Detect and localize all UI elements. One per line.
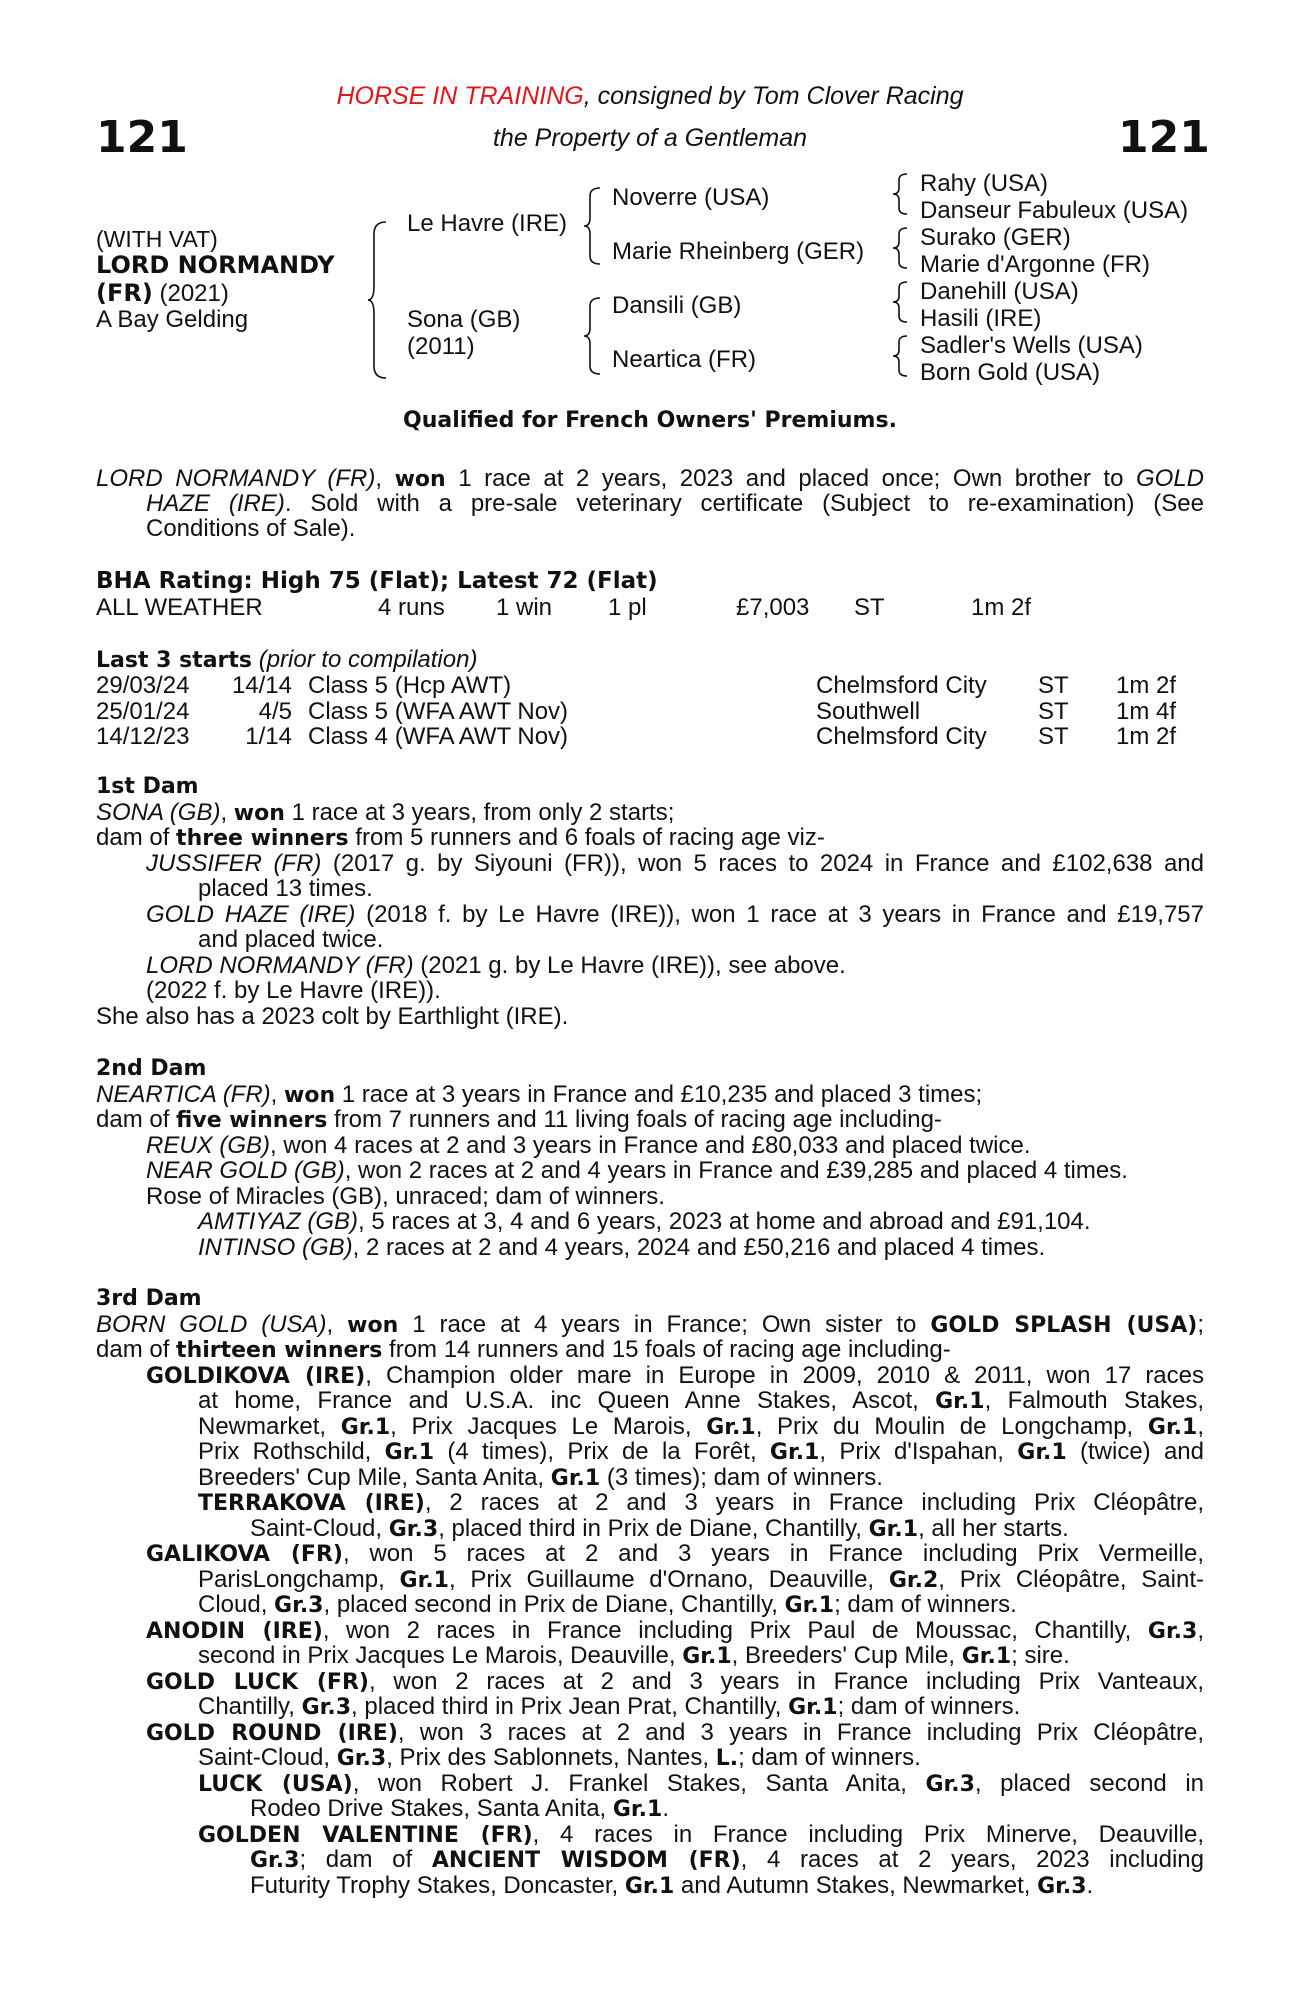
pedigree-brace-g1 (893, 172, 911, 216)
pedigree-sire: Le Havre (IRE) (407, 210, 568, 237)
rating-distance: 1m 2f (971, 594, 1032, 621)
start-distance: 1m 2f (1116, 723, 1177, 750)
pedigree-brace-main (368, 220, 390, 380)
dam1-title: 1st Dam (96, 774, 199, 799)
start-date: 14/12/23 (96, 723, 190, 750)
galikova-line-1: GALIKOVA (FR), won 5 races at 2 and 3 years in France including Prix Vermeille, (146, 1540, 1205, 1567)
galikova-line-2: ParisLongchamp, Gr.1, Prix Guillaume d'Ornano, Deauville, Gr.2, Prix Cléopâtre, Saint- (198, 1566, 1204, 1593)
property-header: the Property of a Gentleman (492, 124, 808, 152)
dam1-line-1: SONA (GB), won 1 race at 3 years, from only 2 starts; (96, 799, 675, 826)
goldround-line-2: Saint-Cloud, Gr.3, Prix des Sablonnets, Nantes, L.; dam of winners. (198, 1744, 921, 1771)
luck-usa-line-2: Rodeo Drive Stakes, Santa Anita, Gr.1. (250, 1795, 669, 1822)
start-position: 4/5 (258, 697, 292, 725)
anodin-line-1: ANODIN (IRE), won 2 races in France including Prix Paul de Moussac, Chantilly, Gr.3, (146, 1617, 1204, 1644)
start-race: Class 4 (WFA AWT Nov) (308, 723, 569, 750)
rating-wins: 1 win (496, 594, 553, 621)
pedigree-g3: Surako (GER) (920, 224, 1071, 251)
dam1-line-3: JUSSIFER (FR) (2017 g. by Siyouni (FR)), won 5 races to 2024 in France and £102,638 and (146, 850, 1204, 877)
start-course: Chelmsford City (816, 723, 987, 750)
dam1-line-7: LORD NORMANDY (FR) (2021 g. by Le Havre (IRE)), see above. (146, 952, 846, 979)
goldround-line-1: GOLD ROUND (IRE), won 3 races at 2 and 3 years in France including Prix Cléopâtre, (146, 1719, 1204, 1746)
start-date: 29/03/24 (96, 672, 190, 699)
dam2-line-3: REUX (GB), won 4 races at 2 and 3 years in France and £80,033 and placed twice. (146, 1132, 1031, 1159)
last-starts-title: Last 3 starts (prior to compilation) (96, 646, 478, 673)
dam2-title: 2nd Dam (96, 1056, 207, 1081)
goldluck-line-1: GOLD LUCK (FR), won 2 races at 2 and 3 years in France including Prix Vanteaux, (146, 1668, 1204, 1695)
galikova-line-3: Cloud, Gr.3, placed second in Prix de Diane, Chantilly, Gr.1; dam of winners. (198, 1591, 1017, 1618)
dam1-line-6: and placed twice. (198, 926, 384, 953)
pedigree-brace-g2 (893, 226, 911, 270)
golden-valentine-line-2: Gr.3; dam of ANCIENT WISDOM (FR), 4 races at 2 years, 2023 including (250, 1846, 1204, 1873)
dam1-line-5: GOLD HAZE (IRE) (2018 f. by Le Havre (IRE)), won 1 race at 3 years in France and £19,757 (146, 901, 1205, 928)
start-distance: 1m 4f (1116, 697, 1177, 725)
intro-line-3: Conditions of Sale). (146, 515, 356, 542)
goldikova-line-4: Prix Rothschild, Gr.1 (4 times), Prix de la Forêt, Gr.1, Prix d'Ispahan, Gr.1 (twice) and (198, 1438, 1205, 1465)
goldluck-line-2: Chantilly, Gr.3, placed third in Prix Jean Prat, Chantilly, Gr.1; dam of winners. (198, 1693, 1021, 1720)
start-going: ST (1038, 697, 1069, 725)
pedigree-g6: Hasili (IRE) (920, 305, 1042, 332)
rating-going: ST (854, 594, 885, 621)
lot-number-right: 121 (1118, 112, 1210, 163)
pedigree-dam-year: (2011) (407, 333, 475, 360)
rating-placed: 1 pl (608, 594, 647, 621)
golden-valentine-line-3: Futurity Trophy Stakes, Doncaster, Gr.1 and Autumn Stakes, Newmarket, Gr.3. (250, 1872, 1094, 1899)
dam2-line-5: Rose of Miracles (GB), unraced; dam of winners. (146, 1183, 665, 1210)
start-position: 1/14 (245, 723, 292, 750)
dam3-line-2: dam of thirteen winners from 14 runners and 15 foals of racing age including- (96, 1336, 951, 1363)
pedigree-g8: Born Gold (USA) (920, 359, 1101, 386)
dam2-line-4: NEAR GOLD (GB), won 2 races at 2 and 4 years in France and £39,285 and placed 4 times. (146, 1157, 1128, 1184)
start-going: ST (1038, 723, 1069, 750)
dam1-line-4: placed 13 times. (198, 875, 373, 902)
dam2-line-2: dam of five winners from 7 runners and 11 living foals of racing age including- (96, 1106, 942, 1133)
vat-note: (WITH VAT) (96, 226, 218, 252)
pedigree-brace-g4 (893, 334, 911, 378)
start-race: Class 5 (WFA AWT Nov) (308, 697, 569, 725)
consignment-header: HORSE IN TRAINING, consigned by Tom Clover Racing (336, 82, 964, 110)
start-distance: 1m 2f (1116, 672, 1177, 699)
goldikova-line-3: Newmarket, Gr.1, Prix Jacques Le Marois, Gr.1, Prix du Moulin de Longchamp, Gr.1, (198, 1413, 1204, 1440)
dam1-line-8: (2022 f. by Le Havre (IRE)). (146, 977, 441, 1004)
start-course: Southwell (816, 697, 921, 725)
horse-description: A Bay Gelding (96, 306, 249, 333)
pedigree-brace-g3 (893, 280, 911, 324)
pedigree-dam-dam: Neartica (FR) (612, 346, 757, 373)
dam1-line-9: She also has a 2023 colt by Earthlight (IRE). (96, 1003, 569, 1030)
pedigree-brace-sire (584, 186, 604, 266)
golden-valentine-line-1: GOLDEN VALENTINE (FR), 4 races in France including Prix Minerve, Deauville, (198, 1821, 1205, 1848)
bha-rating: BHA Rating: High 75 (Flat); Latest 72 (Flat) (96, 568, 658, 594)
terrakova-line-1: TERRAKOVA (IRE), 2 races at 2 and 3 years in France including Prix Cléopâtre, (198, 1489, 1204, 1516)
horse-name: LORD NORMANDY (96, 251, 335, 279)
anodin-line-2: second in Prix Jacques Le Marois, Deauville, Gr.1, Breeders' Cup Mile, Gr.1; sire. (198, 1642, 1070, 1669)
intro-line-1: LORD NORMANDY (FR), won 1 race at 2 years, 2023 and placed once; Own brother to GOLD (96, 465, 1204, 492)
dam1-line-2: dam of three winners from 5 runners and 6 foals of racing age viz- (96, 824, 825, 851)
pedigree-sire-dam: Marie Rheinberg (GER) (612, 238, 865, 265)
dam2-line-7: INTINSO (GB), 2 races at 2 and 4 years, 2024 and £50,216 and placed 4 times. (198, 1234, 1046, 1261)
pedigree-dam: Sona (GB) (407, 306, 521, 333)
horse-origin: (FR) (2021) (96, 279, 229, 307)
pedigree-sire-sire: Noverre (USA) (612, 184, 770, 211)
start-course: Chelmsford City (816, 672, 987, 699)
dam3-line-1: BORN GOLD (USA), won 1 race at 4 years in France; Own sister to GOLD SPLASH (USA); (96, 1311, 1204, 1338)
pedigree-brace-dam (584, 296, 604, 376)
terrakova-line-2: Saint-Cloud, Gr.3, placed third in Prix de Diane, Chantilly, Gr.1, all her starts. (250, 1515, 1069, 1542)
start-date: 25/01/24 (96, 697, 190, 725)
rating-earnings: £7,003 (736, 594, 810, 621)
intro-line-2: HAZE (IRE). Sold with a pre-sale veterinary certificate (Subject to re-examination) (See (146, 490, 1205, 517)
pedigree-g4: Marie d'Argonne (FR) (920, 251, 1150, 278)
pedigree-g5: Danehill (USA) (920, 278, 1079, 305)
dam2-line-1: NEARTICA (FR), won 1 race at 3 years in France and £10,235 and placed 3 times; (96, 1081, 983, 1108)
pedigree-g2: Danseur Fabuleux (USA) (920, 197, 1189, 224)
start-position: 14/14 (231, 672, 292, 699)
pedigree-g1: Rahy (USA) (920, 170, 1049, 197)
goldikova-line-1: GOLDIKOVA (IRE), Champion older mare in Europe in 2009, 2010 & 2011, won 17 races (146, 1362, 1205, 1389)
luck-usa-line-1: LUCK (USA), won Robert J. Frankel Stakes, Santa Anita, Gr.3, placed second in (198, 1770, 1205, 1797)
rating-surface: ALL WEATHER (96, 594, 263, 621)
rating-runs: 4 runs (378, 594, 445, 621)
start-race: Class 5 (Hcp AWT) (308, 672, 512, 699)
lot-number-left: 121 (96, 112, 188, 163)
start-going: ST (1038, 672, 1069, 699)
pedigree-g7: Sadler's Wells (USA) (920, 332, 1143, 359)
dam3-title: 3rd Dam (96, 1286, 202, 1311)
goldikova-line-2: at home, France and U.S.A. inc Queen Anne Stakes, Ascot, Gr.1, Falmouth Stakes, (198, 1387, 1204, 1414)
dam2-line-6: AMTIYAZ (GB), 5 races at 3, 4 and 6 years, 2023 at home and abroad and £91,104. (198, 1208, 1091, 1235)
goldikova-line-5: Breeders' Cup Mile, Santa Anita, Gr.1 (3 times); dam of winners. (198, 1464, 883, 1491)
qualified-note: Qualified for French Owners' Premiums. (403, 408, 897, 433)
pedigree-dam-sire: Dansili (GB) (612, 292, 742, 319)
